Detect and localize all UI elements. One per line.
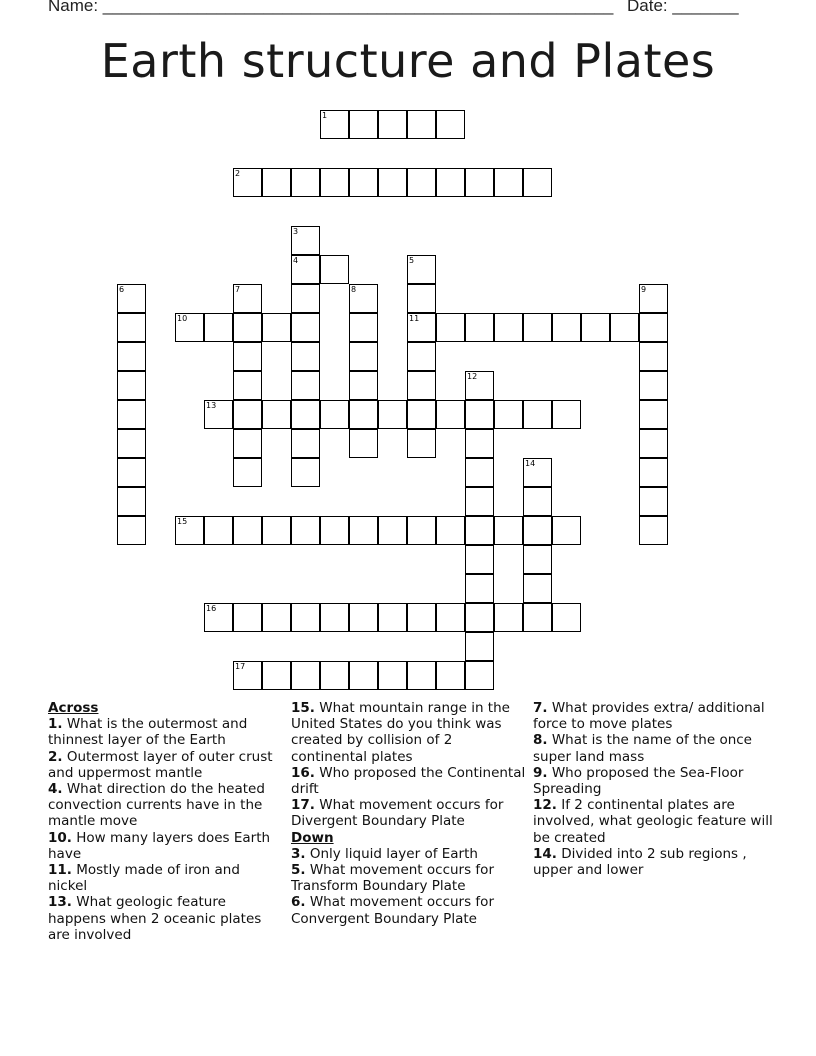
clue-down-7: 7. What provides extra/ additional force to move plates: [533, 700, 765, 733]
crossword-cell[interactable]: [436, 516, 465, 545]
crossword-cell[interactable]: [552, 400, 581, 429]
cell-number: 4: [293, 256, 299, 265]
crossword-cell[interactable]: [233, 400, 262, 429]
crossword-cell[interactable]: [349, 603, 378, 632]
crossword-cell[interactable]: [117, 342, 146, 371]
crossword-cell[interactable]: [494, 168, 523, 197]
crossword-cell[interactable]: [233, 168, 262, 197]
crossword-cell[interactable]: [378, 400, 407, 429]
crossword-cell[interactable]: [262, 516, 291, 545]
crossword-cell[interactable]: [175, 313, 204, 342]
crossword-cell[interactable]: [465, 603, 494, 632]
clue-down-14: 14. Divided into 2 sub regions , upper and lower: [533, 845, 747, 879]
clue-across-2: 2. Outermost layer of outer crust and uppermost mantle: [48, 748, 273, 781]
crossword-cell[interactable]: [407, 603, 436, 632]
crossword-cell[interactable]: [117, 429, 146, 458]
crossword-cell[interactable]: [523, 313, 552, 342]
crossword-cell[interactable]: [610, 313, 639, 342]
crossword-cell[interactable]: [378, 110, 407, 139]
crossword-cell[interactable]: [639, 429, 668, 458]
crossword-cell[interactable]: [465, 371, 494, 400]
clues-column-3: [533, 700, 778, 878]
crossword-cell[interactable]: [639, 313, 668, 342]
crossword-cell[interactable]: [117, 516, 146, 545]
cell-number: 10: [177, 314, 188, 323]
crossword-cell[interactable]: [291, 429, 320, 458]
crossword-cell[interactable]: [291, 284, 320, 313]
clues-column-1: [48, 700, 283, 943]
crossword-cell[interactable]: [233, 284, 262, 313]
crossword-cell[interactable]: [349, 661, 378, 690]
crossword-cell[interactable]: [465, 632, 494, 661]
crossword-cell[interactable]: [291, 371, 320, 400]
date-field-label: Date: _______: [627, 0, 739, 15]
crossword-cell[interactable]: [233, 458, 262, 487]
crossword-cell[interactable]: [436, 168, 465, 197]
cell-number: 11: [409, 314, 420, 323]
crossword-cell[interactable]: [523, 516, 552, 545]
name-field-label: Name: ______________________________________________________: [48, 0, 614, 15]
cell-number: 1: [322, 111, 328, 120]
page-title: Earth structure and Plates: [100, 34, 716, 88]
crossword-cell[interactable]: [175, 516, 204, 545]
crossword-cell[interactable]: [494, 516, 523, 545]
clue-across-13: 13. What geologic feature happens when 2 oceanic plates are involved: [48, 894, 262, 943]
crossword-cell[interactable]: [436, 400, 465, 429]
crossword-cell[interactable]: [117, 313, 146, 342]
crossword-cell[interactable]: [494, 313, 523, 342]
crossword-cell[interactable]: [407, 284, 436, 313]
clue-down-5: 5. What movement occurs for Transform Boundary Plate: [291, 862, 494, 895]
crossword-cell[interactable]: [523, 400, 552, 429]
crossword-cell[interactable]: [436, 110, 465, 139]
clue-down-3: 3. Only liquid layer of Earth: [291, 845, 478, 862]
crossword-cell[interactable]: [320, 110, 349, 139]
crossword-cell[interactable]: [465, 400, 494, 429]
crossword-cell[interactable]: [291, 313, 320, 342]
crossword-cell[interactable]: [407, 313, 436, 342]
crossword-cell[interactable]: [320, 255, 349, 284]
crossword-cell[interactable]: [233, 429, 262, 458]
crossword-cell[interactable]: [117, 487, 146, 516]
crossword-cell[interactable]: [320, 400, 349, 429]
crossword-cell[interactable]: [552, 603, 581, 632]
crossword-cell[interactable]: [291, 603, 320, 632]
crossword-cell[interactable]: [552, 313, 581, 342]
clue-down-6: 6. What movement occurs for Convergent Boundary Plate: [291, 894, 494, 927]
crossword-cell[interactable]: [436, 603, 465, 632]
crossword-cell[interactable]: [465, 516, 494, 545]
crossword-cell[interactable]: [291, 255, 320, 284]
crossword-cell[interactable]: [407, 168, 436, 197]
crossword-cell[interactable]: [523, 168, 552, 197]
crossword-cell[interactable]: [378, 168, 407, 197]
crossword-cell[interactable]: [291, 168, 320, 197]
clue-down-8: 8. What is the name of the once super land mass: [533, 732, 752, 765]
crossword-cell[interactable]: [233, 371, 262, 400]
cell-number: 6: [119, 285, 125, 294]
crossword-cell[interactable]: [407, 255, 436, 284]
crossword-cell[interactable]: [291, 342, 320, 371]
crossword-cell[interactable]: [349, 110, 378, 139]
crossword-cell[interactable]: [204, 516, 233, 545]
cell-number: 3: [293, 227, 299, 236]
crossword-cell[interactable]: [291, 661, 320, 690]
crossword-cell[interactable]: [291, 458, 320, 487]
crossword-cell[interactable]: [436, 313, 465, 342]
crossword-cell[interactable]: [262, 168, 291, 197]
clue-across-11: 11. Mostly made of iron and nickel: [48, 862, 240, 895]
crossword-cell[interactable]: [465, 574, 494, 603]
cell-number: 13: [206, 401, 217, 410]
crossword-cell[interactable]: [465, 661, 494, 690]
crossword-cell[interactable]: [523, 574, 552, 603]
cell-number: 16: [206, 604, 217, 613]
crossword-cell[interactable]: [320, 168, 349, 197]
crossword-cell[interactable]: [407, 429, 436, 458]
crossword-cell[interactable]: [552, 516, 581, 545]
crossword-cell[interactable]: [117, 371, 146, 400]
crossword-cell[interactable]: [349, 400, 378, 429]
crossword-cell[interactable]: [320, 516, 349, 545]
clue-down-9: 9. Who proposed the Sea-Floor Spreading: [533, 764, 744, 798]
crossword-cell[interactable]: [233, 313, 262, 342]
cell-number: 17: [235, 662, 246, 671]
crossword-cell[interactable]: [117, 400, 146, 429]
crossword-cell[interactable]: [407, 400, 436, 429]
clue-across-4: 4. What direction do the heated convection currents have in the mantle move: [48, 781, 265, 830]
cell-number: 8: [351, 285, 357, 294]
crossword-cell[interactable]: [349, 371, 378, 400]
crossword-cell[interactable]: [291, 400, 320, 429]
crossword-cell[interactable]: [233, 342, 262, 371]
crossword-cell[interactable]: [117, 458, 146, 487]
crossword-cell[interactable]: [407, 342, 436, 371]
crossword-cell[interactable]: [523, 458, 552, 487]
crossword-cell[interactable]: [378, 516, 407, 545]
crossword-cell[interactable]: [639, 458, 668, 487]
crossword-cell[interactable]: [291, 226, 320, 255]
crossword-cell[interactable]: [378, 603, 407, 632]
crossword-cell[interactable]: [117, 284, 146, 313]
cell-number: 2: [235, 169, 241, 178]
crossword-cell[interactable]: [320, 603, 349, 632]
crossword-cell[interactable]: [291, 516, 320, 545]
crossword-cell[interactable]: [639, 371, 668, 400]
crossword-cell[interactable]: [639, 284, 668, 313]
crossword-cell[interactable]: [436, 661, 465, 690]
crossword-cell[interactable]: [349, 284, 378, 313]
crossword-cell[interactable]: [320, 661, 349, 690]
crossword-cell[interactable]: [262, 661, 291, 690]
crossword-cell[interactable]: [494, 603, 523, 632]
crossword-cell[interactable]: [378, 661, 407, 690]
crossword-cell[interactable]: [233, 603, 262, 632]
cell-number: 14: [525, 459, 536, 468]
cell-number: 9: [641, 285, 647, 294]
crossword-cell[interactable]: [523, 603, 552, 632]
crossword-cell[interactable]: [465, 429, 494, 458]
crossword-cell[interactable]: [204, 400, 233, 429]
cell-number: 12: [467, 372, 478, 381]
crossword-cell[interactable]: [465, 545, 494, 574]
crossword-cell[interactable]: [233, 661, 262, 690]
crossword-cell[interactable]: [465, 458, 494, 487]
crossword-cell[interactable]: [465, 168, 494, 197]
crossword-cell[interactable]: [639, 516, 668, 545]
clue-across-16: 16. Who proposed the Continental drift: [291, 764, 526, 798]
clue-across-15: 15. What mountain range in the United States do you think was created by collision of 2 continental plates: [291, 700, 510, 765]
crossword-cell[interactable]: [233, 516, 262, 545]
crossword-cell[interactable]: [639, 487, 668, 516]
crossword-cell[interactable]: [204, 313, 233, 342]
cell-number: 5: [409, 256, 415, 265]
crossword-cell[interactable]: [639, 342, 668, 371]
crossword-cell[interactable]: [465, 313, 494, 342]
cell-number: 15: [177, 517, 188, 526]
clue-across-10: 10. How many layers does Earth have: [48, 829, 271, 862]
crossword-cell[interactable]: [262, 313, 291, 342]
crossword-cell[interactable]: [494, 400, 523, 429]
clues-column-2: [291, 700, 527, 927]
down-heading: Down: [291, 829, 334, 846]
crossword-cell[interactable]: [349, 516, 378, 545]
crossword-cell[interactable]: [639, 400, 668, 429]
crossword-cell[interactable]: [349, 168, 378, 197]
crossword-cell[interactable]: [349, 429, 378, 458]
clue-across-17: 17. What movement occurs for Divergent Boundary Plate: [291, 797, 504, 830]
crossword-cell[interactable]: [262, 400, 291, 429]
crossword-cell[interactable]: [465, 487, 494, 516]
clue-down-12: 12. If 2 continental plates are involved, what geologic feature will be created: [533, 797, 773, 846]
crossword-cell[interactable]: [407, 110, 436, 139]
crossword-cell[interactable]: [349, 313, 378, 342]
cell-number: 7: [235, 285, 241, 294]
crossword-cell[interactable]: [204, 603, 233, 632]
clue-across-1: 1. What is the outermost and thinnest layer of the Earth: [48, 716, 248, 749]
crossword-cell[interactable]: [407, 371, 436, 400]
crossword-cell[interactable]: [407, 516, 436, 545]
across-heading: Across: [48, 700, 99, 716]
crossword-cell[interactable]: [407, 661, 436, 690]
crossword-cell[interactable]: [523, 487, 552, 516]
crossword-cell[interactable]: [523, 545, 552, 574]
crossword-cell[interactable]: [349, 342, 378, 371]
crossword-cell[interactable]: [262, 603, 291, 632]
crossword-cell[interactable]: [581, 313, 610, 342]
